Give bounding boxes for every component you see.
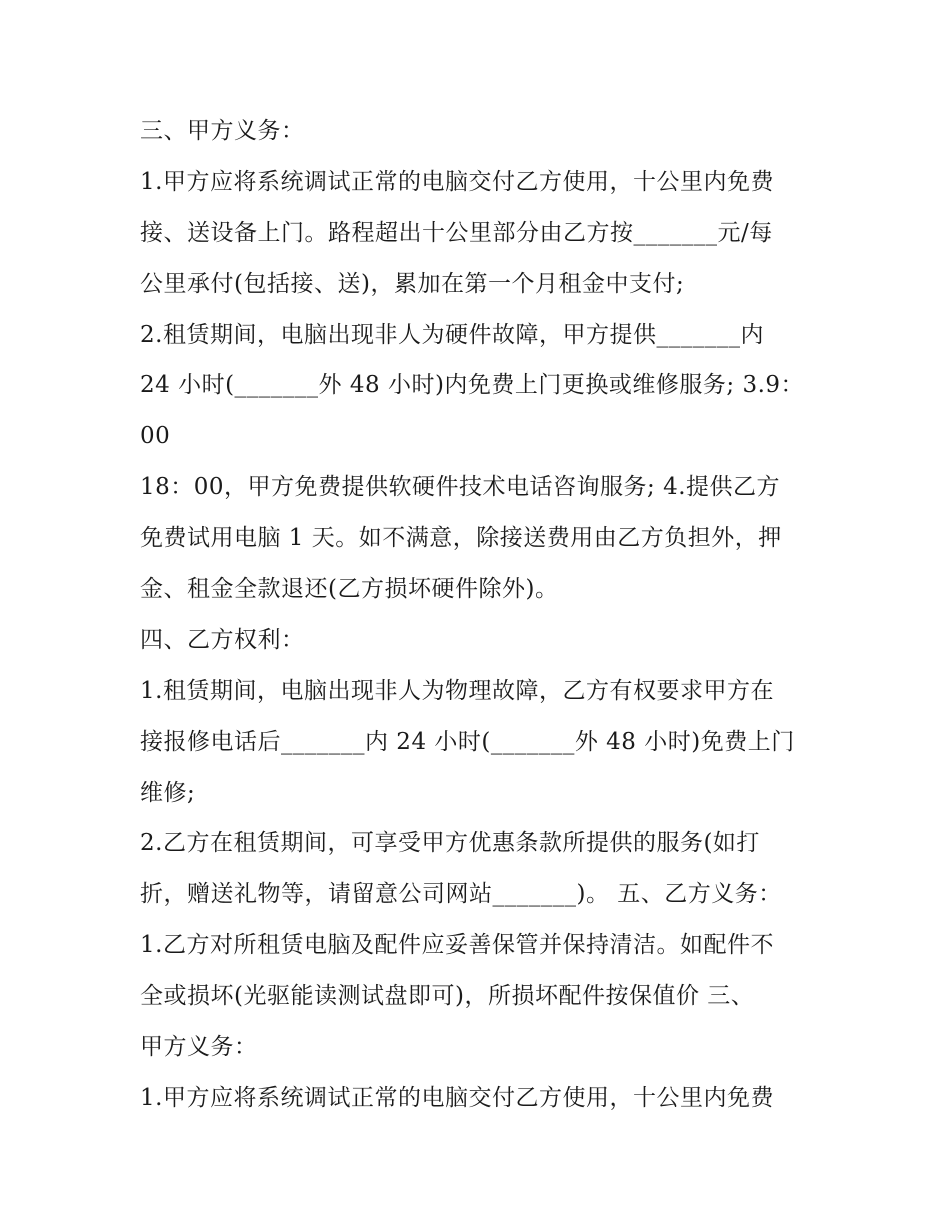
text-line: 折，赠送礼物等，请留意公司网站_______)。 五、乙方义务： [140, 881, 782, 908]
text-line: 00 [140, 423, 171, 450]
text-line: 公里承付(包括接、送)，累加在第一个月租金中支付; [140, 270, 685, 297]
document-body [140, 106, 820, 1124]
text-line: 24 小时(_______外 48 小时)内免费上门更换或维修服务; 3.9： [140, 372, 805, 399]
text-line: 18：00，甲方免费提供软硬件技术电话咨询服务; 4.提供乙方 [140, 474, 781, 501]
text-line: 1.租赁期间，电脑出现非人为物理故障，乙方有权要求甲方在 [140, 677, 774, 704]
text-line: 1.甲方应将系统调试正常的电脑交付乙方使用，十公里内免费 [140, 1084, 774, 1111]
text-line: 免费试用电脑 1 天。如不满意，除接送费用由乙方负担外，押 [140, 525, 782, 552]
text-line: 接、送设备上门。路程超出十公里部分由乙方按_______元/每 [140, 219, 773, 246]
text-line-heading-party-b-rights: 四、乙方权利： [140, 626, 305, 653]
text-line: 1.甲方应将系统调试正常的电脑交付乙方使用，十公里内免费 [140, 168, 774, 195]
text-line: 接报修电话后_______内 24 小时(_______外 48 小时)免费上门 [140, 728, 795, 755]
text-line: 2.乙方在租赁期间，可享受甲方优惠条款所提供的服务(如打 [140, 830, 760, 857]
text-line-heading-party-a-obligations: 三、甲方义务： [140, 118, 305, 144]
text-line: 全或损坏(光驱能读测试盘即可)，所损坏配件按保值价 三、 [140, 983, 755, 1010]
text-line: 1.乙方对所租赁电脑及配件应妥善保管并保持清洁。如配件不 [140, 932, 774, 959]
text-line: 金、租金全款退还(乙方损坏硬件除外)。 [140, 576, 559, 603]
text-line: 维修; [140, 779, 196, 806]
text-line: 2.租赁期间，电脑出现非人为硬件故障，甲方提供_______内 [140, 321, 764, 348]
text-line: 甲方义务： [140, 1034, 258, 1061]
